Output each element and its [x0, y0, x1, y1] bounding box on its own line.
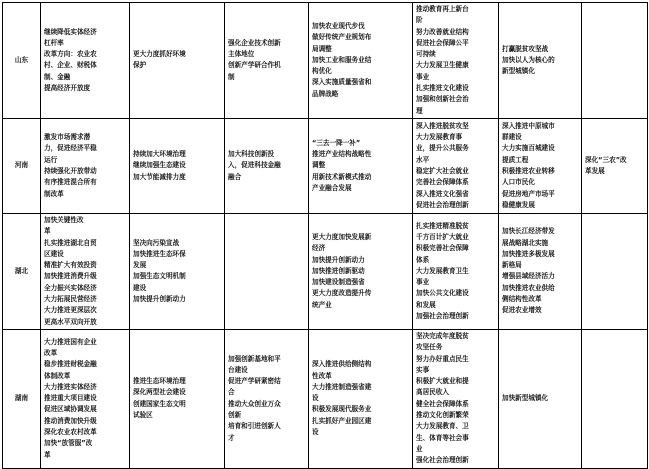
cell-line: 改革方向：农业农 — [44, 50, 97, 59]
policy-cell — [582, 213, 648, 329]
policy-cell — [225, 118, 309, 213]
policy-cell — [499, 213, 582, 329]
cell-line: 入，促进科技金融 — [228, 161, 281, 170]
cell-line: 新型城镇化 — [502, 67, 535, 76]
cell-line: 加快提升创新动力 — [312, 255, 365, 264]
cell-line: 大力实施百城建设 — [502, 144, 555, 153]
table-row — [3, 3, 648, 119]
cell-line: 加快推进创新驱动 — [312, 266, 365, 275]
cell-line: 深入实施质量强省和 — [312, 78, 372, 87]
policy-cell — [41, 118, 130, 213]
cell-line: 有序推进混合所有 — [44, 178, 97, 187]
cell-line: 推进生态环境治理 — [133, 377, 186, 386]
cell-line: 加快新型城镇化 — [502, 394, 549, 403]
cell-line: 调整 — [312, 161, 326, 170]
cell-line: 创建国家生态文明 — [133, 399, 186, 408]
cell-line: 努力改善就业结构 — [416, 27, 469, 36]
policy-cell — [41, 213, 130, 329]
cell-line: 加快推进生态环保 — [133, 249, 186, 258]
cell-line: 扎实推进湖北自贸 — [44, 238, 97, 247]
province-cell: 山东 — [3, 3, 41, 119]
cell-line: 积极推进农业转移 — [502, 166, 555, 175]
cell-line: 促进社会保障公平 — [416, 38, 469, 47]
cell-line: 加快“放管服”改 — [44, 439, 93, 448]
cell-line: 加强社会治理创新 — [416, 312, 469, 320]
table-row — [3, 213, 648, 329]
cell-line: 打赢脱贫攻坚战 — [502, 44, 549, 53]
cell-line: 建设 — [133, 283, 147, 292]
cell-line: 继续加强生态建设 — [133, 161, 186, 170]
policy-cell — [225, 213, 309, 329]
cell-line: 品牌战略 — [312, 89, 339, 98]
cell-line: 加快长江经济带发 — [502, 227, 555, 236]
cell-line: 事业 — [416, 278, 430, 287]
cell-line: 村、企业、财税体 — [44, 61, 97, 70]
cell-line: 积极完善社会保障 — [416, 244, 469, 253]
cell-line: 水平 — [416, 155, 430, 164]
cell-line: 展战略湖北实施 — [502, 238, 549, 247]
cell-line: 改革 — [44, 348, 58, 357]
cell-line: 加快推进消费升级 — [44, 272, 97, 281]
cell-line: 强化企业技术创新 — [228, 38, 281, 47]
cell-line: 革 — [44, 227, 51, 236]
cell-line: 力，促进经济平稳 — [44, 144, 97, 153]
cell-line: 努力办好重点民生 — [416, 354, 469, 363]
cell-line: 深入推进中原城市 — [502, 121, 555, 130]
cell-line: 和发展 — [416, 300, 436, 309]
cell-line: 积极发展现代服务业 — [312, 405, 372, 414]
cell-line: 经济 — [312, 244, 326, 253]
policy-cell — [309, 329, 413, 468]
cell-line: 更大力度加快发展新 — [312, 232, 372, 241]
cell-line: 大力推进制造强省建 — [312, 382, 372, 391]
cell-line: 构优化 — [312, 67, 332, 76]
cell-line: 加强创新基地和平 — [228, 354, 281, 363]
cell-line: 攻坚任务 — [416, 343, 443, 352]
cell-line: 加大节能减排力度 — [133, 172, 186, 181]
policy-cell — [225, 3, 309, 119]
cell-line: 推进产业结构战略性 — [312, 150, 372, 159]
cell-line: 理 — [416, 106, 423, 115]
policy-cell — [499, 329, 582, 468]
policy-cell — [413, 118, 499, 213]
cell-line: 制、金融 — [44, 72, 71, 81]
cell-line: 大力推进实体经济 — [44, 382, 97, 391]
cell-line: 区建设 — [44, 249, 64, 258]
cell-line: 试验区 — [133, 411, 153, 420]
cell-line: 推动消费加快升级 — [44, 416, 97, 425]
province-cell: 河南 — [3, 118, 41, 213]
cell-line: 促进产学研紧密结 — [228, 377, 281, 386]
cell-line: 高居民收入 — [416, 388, 449, 397]
cell-line: 保护 — [133, 61, 147, 70]
cell-line: 加快推进多极发展 — [502, 249, 555, 258]
policy-cell — [130, 213, 225, 329]
cell-line: 业，提升公共服务 — [416, 144, 469, 153]
cell-line: 继续降低实体经济 — [44, 27, 97, 36]
policy-cell — [309, 213, 413, 329]
cell-line: 完善社会保障体系 — [416, 178, 469, 187]
cell-line: 深化两型社会建设 — [133, 388, 186, 397]
policy-cell — [499, 3, 582, 119]
province-cell: 湖北 — [3, 213, 41, 329]
cell-line: 扎实推进精准脱贫 — [416, 221, 469, 230]
cell-line: 激发市场需求潜 — [44, 133, 91, 142]
cell-line: 可持续 — [416, 50, 436, 59]
cell-line: 推动大众创业万众 — [228, 399, 281, 408]
cell-line: 提质工程 — [502, 155, 529, 164]
table-body — [3, 3, 648, 469]
cell-line: 更高水平双向开放 — [44, 317, 97, 326]
cell-line: 促进农业增效 — [502, 306, 542, 315]
cell-line: 扎实推进文化建设 — [416, 84, 469, 93]
cell-line: 大力发展教育卫生 — [416, 266, 469, 275]
table-row — [3, 329, 648, 468]
policy-cell — [582, 329, 648, 468]
cell-line: 运行 — [44, 155, 58, 164]
cell-line: 才 — [228, 433, 235, 442]
cell-line: 加快农业现代步伐 — [312, 21, 365, 30]
cell-line: 健全社会保障体系 — [416, 399, 469, 408]
table-row — [3, 118, 648, 213]
province-cell: 湖南 — [3, 329, 41, 468]
cell-line: 大力发展教育事 — [416, 133, 463, 142]
cell-line: 全力振兴实体经济 — [44, 283, 97, 292]
cell-line: 制改革 — [44, 189, 64, 198]
cell-line: 加快工业和服务业结 — [312, 55, 372, 64]
cell-line: 革发展 — [585, 166, 605, 175]
cell-line: 积极扩大就业和提 — [416, 377, 469, 386]
cell-line: 侧结构性改革 — [502, 295, 542, 304]
policy-table — [2, 2, 648, 469]
cell-line: 加快公共文化建设 — [416, 289, 469, 298]
cell-line: 创新 — [228, 411, 242, 420]
cell-line: 深入推进脱贫攻坚 — [416, 121, 469, 130]
cell-line: 更大力度改造提升传 — [312, 289, 372, 298]
cell-line: 增强县域经济活力 — [502, 272, 555, 281]
cell-line: 体系 — [416, 255, 430, 264]
cell-line: 杠杆率 — [44, 38, 64, 47]
cell-line: 加强和创新社会治 — [416, 95, 469, 104]
cell-line: 深入推进文化强省 — [416, 189, 469, 198]
cell-line: 性改革 — [312, 371, 332, 380]
policy-cell — [499, 118, 582, 213]
cell-line: 稳定扩大社会就业 — [416, 166, 469, 175]
cell-line: 大力推进国有企业 — [44, 337, 97, 346]
cell-line: 群建设 — [502, 133, 522, 142]
cell-line: 更大力度抓好环境 — [133, 50, 186, 59]
cell-line: 制 — [228, 72, 235, 81]
cell-line: 加快推进农业供给 — [502, 283, 555, 292]
cell-line: 深化“三农”改 — [585, 155, 627, 164]
cell-line: 加强生态文明机制 — [133, 272, 186, 281]
policy-cell — [309, 3, 413, 119]
cell-line: 坚决向污染宣战 — [133, 238, 180, 247]
cell-line: 深化农业农村改革 — [44, 427, 97, 436]
cell-line: 局调整 — [312, 44, 332, 53]
cell-line: 主体地位 — [228, 50, 255, 59]
cell-line: 推进重大项目建设 — [44, 394, 97, 403]
cell-line: 事业 — [416, 72, 430, 81]
cell-line: 创新产学研合作机 — [228, 61, 281, 70]
cell-line: 加快以人为核心的 — [502, 55, 555, 64]
cell-line: 持续加大环境治理 — [133, 150, 186, 159]
cell-line: 大力推进更深层次 — [44, 306, 97, 315]
cell-line: 扎实抓好产业园区建 — [312, 416, 372, 425]
policy-cell — [225, 329, 309, 468]
cell-line: 促进房地产市场平 — [502, 189, 555, 198]
cell-line: 加快提升创新动力 — [133, 295, 186, 304]
cell-line: 阶 — [416, 16, 423, 25]
cell-line: 持续强化开放带动 — [44, 166, 97, 175]
cell-line: 深入推进供给侧结构 — [312, 360, 372, 369]
cell-line: 推动文化创新繁荣 — [416, 411, 469, 420]
cell-line: 产业融合发展 — [312, 183, 352, 192]
cell-line: 千方百计扩大就业 — [416, 232, 469, 241]
cell-line: 加快建设制造强省 — [312, 278, 365, 287]
cell-line: 大力拓展民营经济 — [44, 295, 97, 304]
cell-line: 稳步推进财税金融 — [44, 360, 97, 369]
cell-line: 设 — [312, 394, 319, 403]
cell-line: 精准扩大有效投资 — [44, 261, 97, 270]
cell-line: 提高经济开放度 — [44, 84, 91, 93]
cell-line: 稳健康发展 — [502, 200, 535, 209]
cell-line: 推动教育再上新台 — [416, 5, 469, 13]
cell-line: 新格局 — [502, 261, 522, 270]
policy-cell — [130, 329, 225, 468]
policy-cell — [41, 329, 130, 468]
cell-line: “三去一降一补” — [312, 138, 361, 147]
cell-line: 体制改革 — [44, 371, 71, 380]
policy-cell — [41, 3, 130, 119]
cell-line: 革 — [44, 450, 51, 459]
cell-line: 用新技术新模式推动 — [312, 172, 372, 181]
cell-line: 合 — [228, 388, 235, 397]
policy-cell — [130, 3, 225, 119]
cell-line: 强化社会治理创新 — [416, 456, 469, 465]
cell-line: 大力发展教育、卫 — [416, 422, 469, 431]
cell-line: 促进社会治理创新 — [416, 200, 469, 209]
cell-line: 人口市民化 — [502, 178, 535, 187]
cell-line: 加快关键性改 — [44, 215, 84, 224]
cell-line: 加大科技创新投 — [228, 150, 275, 159]
policy-cell — [582, 3, 648, 119]
policy-cell — [413, 213, 499, 329]
cell-line: 统产业 — [312, 300, 332, 309]
cell-line: 培育和引进创新人 — [228, 422, 281, 431]
cell-line: 生、体育等社会事 — [416, 433, 469, 442]
cell-line: 做好传统产业规划布 — [312, 33, 372, 42]
policy-cell — [413, 329, 499, 468]
policy-cell — [582, 118, 648, 213]
cell-line: 设 — [312, 427, 319, 436]
cell-line: 融合 — [228, 172, 242, 181]
cell-line: 台建设 — [228, 365, 248, 374]
cell-line: 实事 — [416, 365, 430, 374]
cell-line: 业 — [416, 444, 423, 453]
cell-line: 坚决完成年度脱贫 — [416, 331, 469, 340]
policy-cell — [130, 118, 225, 213]
cell-line: 发展 — [133, 261, 147, 270]
cell-line: 大力发展卫生健康 — [416, 61, 469, 70]
policy-cell — [413, 3, 499, 119]
policy-cell — [309, 118, 413, 213]
cell-line: 促进区域协调发展 — [44, 405, 97, 414]
